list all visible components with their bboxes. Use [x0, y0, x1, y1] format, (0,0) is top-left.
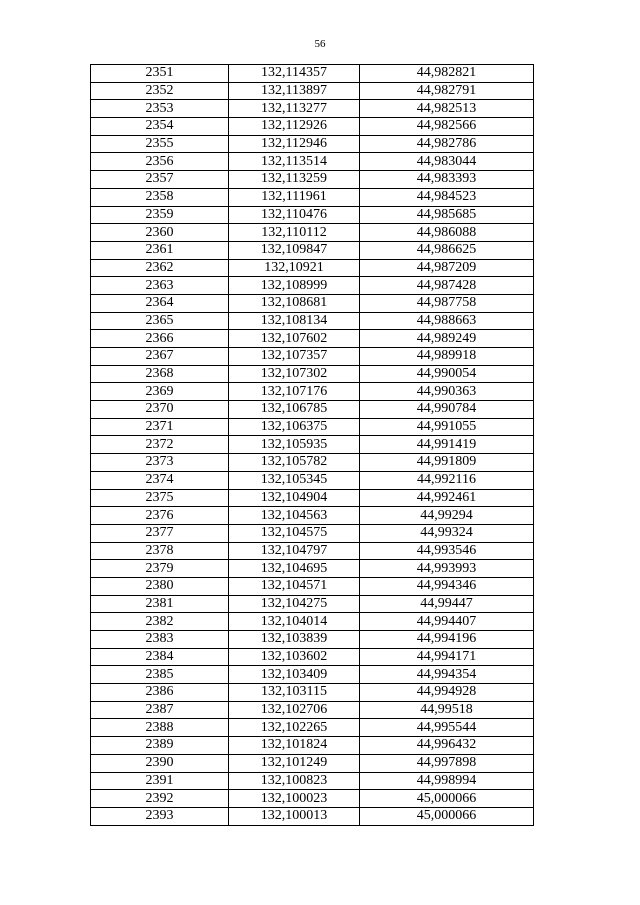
longitude-cell: 132,101824 — [229, 737, 360, 755]
longitude-cell: 132,108681 — [229, 294, 360, 312]
longitude-cell: 132,113897 — [229, 82, 360, 100]
longitude-cell: 132,104563 — [229, 507, 360, 525]
table-row — [91, 560, 534, 578]
table-row — [91, 82, 534, 100]
point-number-cell: 2367 — [91, 348, 229, 366]
longitude-cell: 132,107602 — [229, 330, 360, 348]
latitude-cell: 44,989918 — [360, 348, 534, 366]
table-row — [91, 436, 534, 454]
latitude-cell: 44,987758 — [360, 294, 534, 312]
latitude-cell: 44,994928 — [360, 684, 534, 702]
table-row — [91, 772, 534, 790]
point-number-cell: 2352 — [91, 82, 229, 100]
point-number-cell: 2356 — [91, 153, 229, 171]
latitude-cell: 44,990784 — [360, 401, 534, 419]
latitude-cell: 44,990054 — [360, 365, 534, 383]
longitude-cell: 132,113514 — [229, 153, 360, 171]
latitude-cell: 44,990363 — [360, 383, 534, 401]
latitude-cell: 44,982821 — [360, 65, 534, 83]
point-number-cell: 2370 — [91, 401, 229, 419]
longitude-cell: 132,104904 — [229, 489, 360, 507]
longitude-cell: 132,104575 — [229, 524, 360, 542]
table-row — [91, 524, 534, 542]
latitude-cell: 44,994196 — [360, 631, 534, 649]
latitude-cell: 44,992461 — [360, 489, 534, 507]
latitude-cell: 44,991055 — [360, 418, 534, 436]
latitude-cell: 44,996432 — [360, 737, 534, 755]
table-row — [91, 294, 534, 312]
longitude-cell: 132,114357 — [229, 65, 360, 83]
longitude-cell: 132,104571 — [229, 577, 360, 595]
point-number-cell: 2369 — [91, 383, 229, 401]
table-row — [91, 454, 534, 472]
latitude-cell: 44,988663 — [360, 312, 534, 330]
table-row — [91, 577, 534, 595]
point-number-cell: 2392 — [91, 790, 229, 808]
point-number-cell: 2391 — [91, 772, 229, 790]
longitude-cell: 132,107357 — [229, 348, 360, 366]
longitude-cell: 132,104797 — [229, 542, 360, 560]
point-number-cell: 2387 — [91, 701, 229, 719]
longitude-cell: 132,109847 — [229, 241, 360, 259]
point-number-cell: 2366 — [91, 330, 229, 348]
table-row — [91, 312, 534, 330]
point-number-cell: 2355 — [91, 135, 229, 153]
latitude-cell: 44,995544 — [360, 719, 534, 737]
longitude-cell: 132,104014 — [229, 613, 360, 631]
latitude-cell: 44,986625 — [360, 241, 534, 259]
page-number: 56 — [314, 38, 326, 50]
table-row — [91, 613, 534, 631]
table-row — [91, 277, 534, 295]
table-row — [91, 595, 534, 613]
latitude-cell: 44,982791 — [360, 82, 534, 100]
point-number-cell: 2351 — [91, 65, 229, 83]
table-row — [91, 365, 534, 383]
longitude-cell: 132,104275 — [229, 595, 360, 613]
latitude-cell: 44,991809 — [360, 454, 534, 472]
latitude-cell: 44,982786 — [360, 135, 534, 153]
latitude-cell: 44,991419 — [360, 436, 534, 454]
longitude-cell: 132,102265 — [229, 719, 360, 737]
longitude-cell: 132,110112 — [229, 224, 360, 242]
table-row — [91, 631, 534, 649]
table-row — [91, 507, 534, 525]
point-number-cell: 2380 — [91, 577, 229, 595]
latitude-cell: 44,982513 — [360, 100, 534, 118]
point-number-cell: 2362 — [91, 259, 229, 277]
longitude-cell: 132,103115 — [229, 684, 360, 702]
latitude-cell: 44,983393 — [360, 171, 534, 189]
point-number-cell: 2382 — [91, 613, 229, 631]
table-row — [91, 118, 534, 136]
point-number-cell: 2354 — [91, 118, 229, 136]
latitude-cell: 44,984523 — [360, 188, 534, 206]
table-row — [91, 471, 534, 489]
table-row — [91, 737, 534, 755]
point-number-cell: 2388 — [91, 719, 229, 737]
latitude-cell: 44,99294 — [360, 507, 534, 525]
point-number-cell: 2385 — [91, 666, 229, 684]
longitude-cell: 132,108134 — [229, 312, 360, 330]
longitude-cell: 132,111961 — [229, 188, 360, 206]
latitude-cell: 44,997898 — [360, 754, 534, 772]
longitude-cell: 132,105935 — [229, 436, 360, 454]
longitude-cell: 132,104695 — [229, 560, 360, 578]
point-number-cell: 2389 — [91, 737, 229, 755]
table-row — [91, 401, 534, 419]
longitude-cell: 132,100023 — [229, 790, 360, 808]
table-row — [91, 719, 534, 737]
table-row — [91, 790, 534, 808]
coordinates-table-body — [91, 65, 534, 826]
table-row — [91, 648, 534, 666]
point-number-cell: 2360 — [91, 224, 229, 242]
coordinates-table — [90, 64, 534, 826]
table-row — [91, 171, 534, 189]
latitude-cell: 44,987428 — [360, 277, 534, 295]
point-number-cell: 2371 — [91, 418, 229, 436]
point-number-cell: 2364 — [91, 294, 229, 312]
table-row — [91, 684, 534, 702]
longitude-cell: 132,113259 — [229, 171, 360, 189]
longitude-cell: 132,105782 — [229, 454, 360, 472]
table-row — [91, 807, 534, 825]
longitude-cell: 132,107302 — [229, 365, 360, 383]
latitude-cell: 44,99447 — [360, 595, 534, 613]
latitude-cell: 44,99518 — [360, 701, 534, 719]
longitude-cell: 132,110476 — [229, 206, 360, 224]
table-row — [91, 259, 534, 277]
longitude-cell: 132,107176 — [229, 383, 360, 401]
point-number-cell: 2368 — [91, 365, 229, 383]
table-row — [91, 188, 534, 206]
longitude-cell: 132,101249 — [229, 754, 360, 772]
point-number-cell: 2357 — [91, 171, 229, 189]
point-number-cell: 2384 — [91, 648, 229, 666]
latitude-cell: 45,000066 — [360, 807, 534, 825]
latitude-cell: 44,992116 — [360, 471, 534, 489]
table-row — [91, 418, 534, 436]
longitude-cell: 132,100823 — [229, 772, 360, 790]
point-number-cell: 2378 — [91, 542, 229, 560]
longitude-cell: 132,103602 — [229, 648, 360, 666]
table-row — [91, 542, 534, 560]
latitude-cell: 44,987209 — [360, 259, 534, 277]
point-number-cell: 2377 — [91, 524, 229, 542]
latitude-cell: 44,994346 — [360, 577, 534, 595]
latitude-cell: 44,989249 — [360, 330, 534, 348]
table-row — [91, 754, 534, 772]
longitude-cell: 132,113277 — [229, 100, 360, 118]
table-row — [91, 383, 534, 401]
latitude-cell: 45,000066 — [360, 790, 534, 808]
point-number-cell: 2365 — [91, 312, 229, 330]
latitude-cell: 44,986088 — [360, 224, 534, 242]
table-row — [91, 701, 534, 719]
longitude-cell: 132,103409 — [229, 666, 360, 684]
table-row — [91, 153, 534, 171]
point-number-cell: 2353 — [91, 100, 229, 118]
table-row — [91, 666, 534, 684]
point-number-cell: 2372 — [91, 436, 229, 454]
table-row — [91, 489, 534, 507]
latitude-cell: 44,994354 — [360, 666, 534, 684]
latitude-cell: 44,998994 — [360, 772, 534, 790]
latitude-cell: 44,985685 — [360, 206, 534, 224]
longitude-cell: 132,112926 — [229, 118, 360, 136]
longitude-cell: 132,10921 — [229, 259, 360, 277]
longitude-cell: 132,100013 — [229, 807, 360, 825]
table-row — [91, 65, 534, 83]
longitude-cell: 132,105345 — [229, 471, 360, 489]
table-row — [91, 206, 534, 224]
longitude-cell: 132,106375 — [229, 418, 360, 436]
table-row — [91, 135, 534, 153]
latitude-cell: 44,994407 — [360, 613, 534, 631]
table-row — [91, 348, 534, 366]
point-number-cell: 2390 — [91, 754, 229, 772]
table-row — [91, 330, 534, 348]
longitude-cell: 132,102706 — [229, 701, 360, 719]
point-number-cell: 2359 — [91, 206, 229, 224]
point-number-cell: 2361 — [91, 241, 229, 259]
table-row — [91, 241, 534, 259]
longitude-cell: 132,108999 — [229, 277, 360, 295]
point-number-cell: 2381 — [91, 595, 229, 613]
point-number-cell: 2358 — [91, 188, 229, 206]
point-number-cell: 2376 — [91, 507, 229, 525]
point-number-cell: 2374 — [91, 471, 229, 489]
latitude-cell: 44,994171 — [360, 648, 534, 666]
point-number-cell: 2383 — [91, 631, 229, 649]
point-number-cell: 2373 — [91, 454, 229, 472]
table-row — [91, 224, 534, 242]
latitude-cell: 44,982566 — [360, 118, 534, 136]
latitude-cell: 44,993546 — [360, 542, 534, 560]
point-number-cell: 2375 — [91, 489, 229, 507]
point-number-cell: 2386 — [91, 684, 229, 702]
longitude-cell: 132,112946 — [229, 135, 360, 153]
latitude-cell: 44,983044 — [360, 153, 534, 171]
point-number-cell: 2393 — [91, 807, 229, 825]
longitude-cell: 132,106785 — [229, 401, 360, 419]
point-number-cell: 2363 — [91, 277, 229, 295]
longitude-cell: 132,103839 — [229, 631, 360, 649]
table-row — [91, 100, 534, 118]
latitude-cell: 44,99324 — [360, 524, 534, 542]
point-number-cell: 2379 — [91, 560, 229, 578]
latitude-cell: 44,993993 — [360, 560, 534, 578]
